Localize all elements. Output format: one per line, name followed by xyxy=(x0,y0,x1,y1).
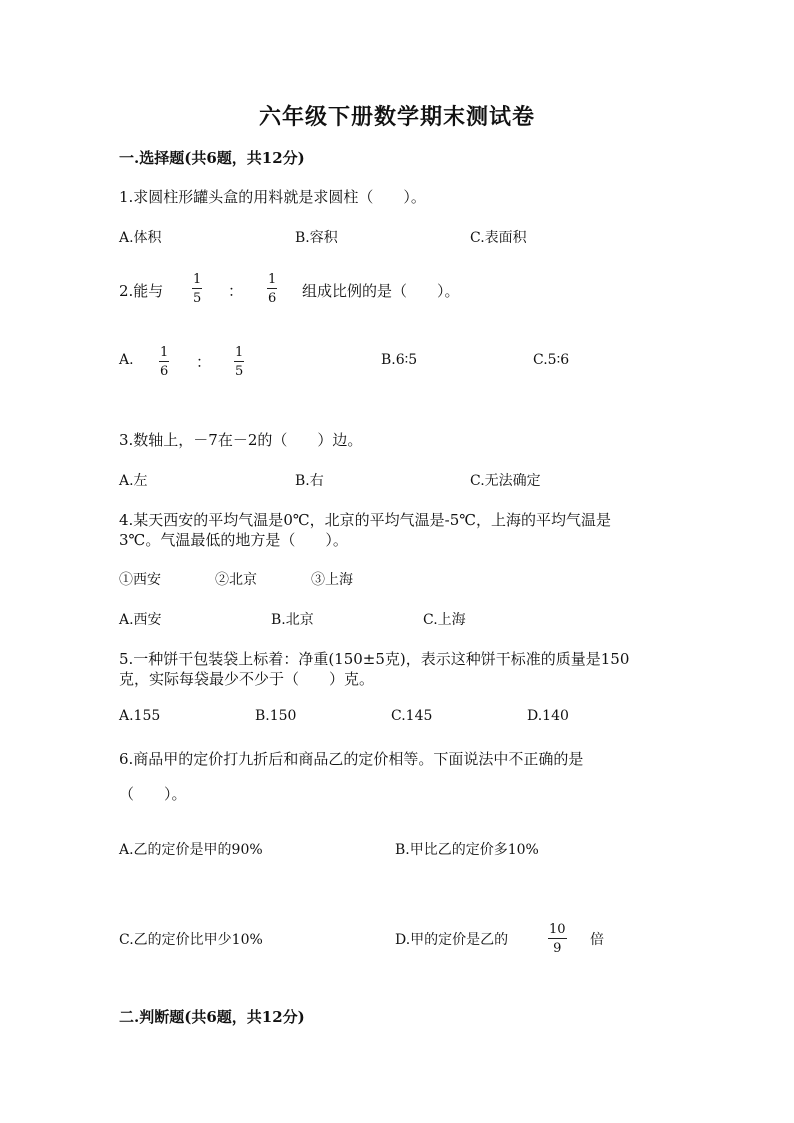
question-1-text: 1.求圆柱形罐头盒的用料就是求圆柱（ ）。 xyxy=(119,188,426,206)
question-5-option-d[interactable]: D.140 xyxy=(527,708,569,724)
question-2-option-a-colon: ： xyxy=(196,353,212,371)
fraction-numerator: 1 xyxy=(268,272,277,287)
question-6-option-c[interactable]: C.乙的定价比甲少10% xyxy=(119,932,263,948)
question-2-fraction-2 xyxy=(267,273,277,305)
question-2-option-a-fraction-1 xyxy=(159,346,169,378)
question-4-option-c[interactable]: C.上海 xyxy=(423,612,466,628)
question-5-option-c[interactable]: C.145 xyxy=(391,708,433,724)
fraction-denominator: 9 xyxy=(553,941,562,956)
fraction-numerator: 1 xyxy=(193,272,202,287)
question-6-text-line-1: 6.商品甲的定价打九折后和商品乙的定价相等。下面说法中不正确的是 xyxy=(119,750,584,768)
question-3-option-b[interactable]: B.右 xyxy=(295,473,324,489)
fraction-denominator: 6 xyxy=(160,364,169,379)
section-heading-choice: 一.选择题(共6题，共12分) xyxy=(119,149,305,167)
question-2-option-b[interactable]: B.6∶5 xyxy=(381,352,418,368)
question-6-option-b[interactable]: B.甲比乙的定价多10% xyxy=(395,842,539,858)
fraction-numerator: 1 xyxy=(160,345,169,360)
question-6-option-d-prefix[interactable]: D.甲的定价是乙的 xyxy=(395,932,509,948)
question-4-choice-1: ①西安 xyxy=(119,572,161,588)
question-4-choice-3: ③上海 xyxy=(311,572,353,588)
question-6-option-d-suffix: 倍 xyxy=(590,932,604,948)
question-5-option-b[interactable]: B.150 xyxy=(255,708,297,724)
fraction-numerator: 10 xyxy=(549,922,566,937)
page-title: 六年级下册数学期末测试卷 xyxy=(258,104,535,130)
question-1-option-c[interactable]: C.表面积 xyxy=(470,230,527,246)
fraction-denominator: 6 xyxy=(268,291,277,306)
question-5-text-line-2: 克，实际每袋最少不少于（ ）克。 xyxy=(119,670,375,688)
question-4-option-a[interactable]: A.西安 xyxy=(119,612,162,628)
question-4-choice-2: ②北京 xyxy=(215,572,257,588)
question-2-option-c[interactable]: C.5∶6 xyxy=(533,352,570,368)
section-heading-judgement: 二.判断题(共6题，共12分) xyxy=(119,1008,305,1026)
question-2-colon: ： xyxy=(228,282,244,300)
question-1-option-a[interactable]: A.体积 xyxy=(119,230,162,246)
fraction-denominator: 5 xyxy=(193,291,202,306)
question-5-option-a[interactable]: A.155 xyxy=(119,708,161,724)
question-3-text: 3.数轴上，－7在－2的（ ）边。 xyxy=(119,431,363,449)
question-3-option-a[interactable]: A.左 xyxy=(119,473,148,489)
question-1-option-b[interactable]: B.容积 xyxy=(295,230,338,246)
question-4-text-line-2: 3℃。气温最低的地方是（ ）。 xyxy=(119,531,348,549)
question-2-text-prefix: 2.能与 xyxy=(119,282,164,300)
question-2-option-a-fraction-2 xyxy=(234,346,244,378)
fraction-denominator: 5 xyxy=(235,364,244,379)
question-6-option-a[interactable]: A.乙的定价是甲的90% xyxy=(119,842,263,858)
question-6-text-line-2: （ ）。 xyxy=(119,785,187,803)
question-2-text-suffix: 组成比例的是（ ）。 xyxy=(302,282,460,300)
question-4-option-b[interactable]: B.北京 xyxy=(271,612,314,628)
question-4-text-line-1: 4.某天西安的平均气温是0℃，北京的平均气温是-5℃，上海的平均气温是 xyxy=(119,511,612,529)
question-2-option-a-label[interactable]: A. xyxy=(119,352,134,368)
fraction-numerator: 1 xyxy=(235,345,244,360)
question-2-fraction-1 xyxy=(192,273,202,305)
question-3-option-c[interactable]: C.无法确定 xyxy=(470,473,541,489)
question-5-text-line-1: 5.一种饼干包装袋上标着：净重(150±5克)，表示这种饼干标准的质量是150 xyxy=(119,650,630,668)
question-6-option-d-fraction xyxy=(548,923,567,955)
